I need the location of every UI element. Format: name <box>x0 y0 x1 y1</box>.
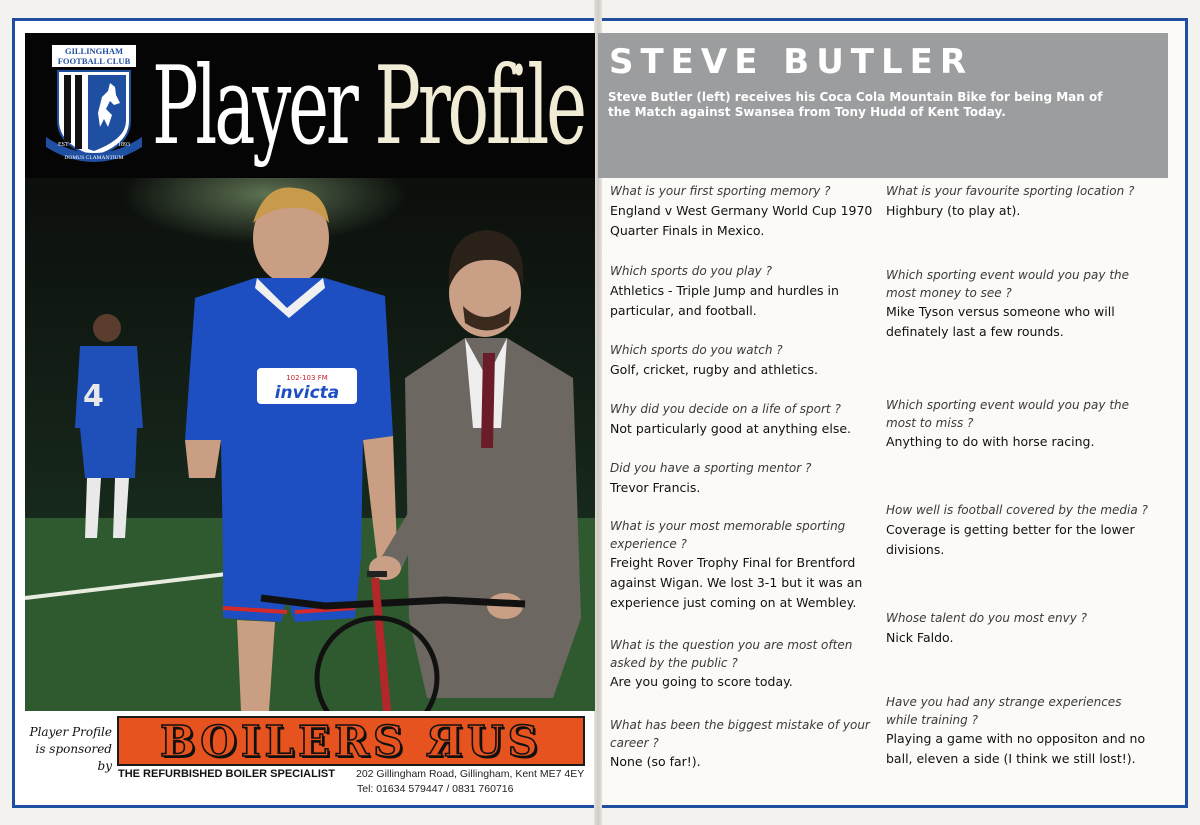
answer: Anything to do with horse racing. <box>886 434 1095 449</box>
answer: Not particularly good at anything else. <box>610 420 852 436</box>
question: How well is football covered by the media ? <box>886 503 1148 517</box>
title-profile: Profile <box>374 44 584 169</box>
crest-motto: DOMUS CLAMANTIUM <box>64 155 124 161</box>
sponsor-phone: Tel: 01634 579447 / 0831 760716 <box>357 783 514 795</box>
question: Whose talent do you most envy ? <box>886 611 1087 625</box>
qa-item <box>886 694 1156 769</box>
background-player-number: 4 <box>83 379 104 414</box>
crest-name-line1: GILLINGHAM <box>64 46 124 56</box>
qa-item <box>610 342 880 380</box>
shirt-sponsor: invicta <box>274 383 340 403</box>
sponsor-label: Player Profile is sponsored by <box>29 725 112 773</box>
page-title <box>152 32 584 182</box>
sponsor-tagline: THE REFURBISHED BOILER SPECIALIST <box>118 768 335 780</box>
question: What is your first sporting memory ? <box>610 184 831 198</box>
presentation-photo <box>25 178 595 711</box>
answer: England v West Germany World Cup 1970 Quarter Finals in Mexico. <box>610 202 873 238</box>
qa-item <box>610 401 880 439</box>
answer: Highbury (to play at). <box>886 202 1021 218</box>
answer: Coverage is getting better for the lower divisions. <box>886 521 1135 557</box>
question: Which sports do you play ? <box>610 264 772 278</box>
question: Which sporting event would you pay the most to miss ? <box>886 398 1130 430</box>
qa-item <box>610 717 880 772</box>
title-player: Player <box>152 44 356 169</box>
qa-item <box>886 502 1156 560</box>
question: What has been the biggest mistake of your career ? <box>610 718 870 750</box>
sponsor-address: 202 Gillingham Road, Gillingham, Kent ME7 4EY <box>356 768 585 780</box>
qa-item <box>886 183 1156 221</box>
photo-caption: Steve Butler (left) receives his Coca Cola Mountain Bike for being Man of the Match against Swansea from Tony Hudd of Kent Today. <box>608 90 1103 119</box>
question: Did you have a sporting mentor ? <box>610 461 812 475</box>
question: What is your most memorable sporting experience ? <box>610 519 846 551</box>
answer: Playing a game with no oppositon and no ball, eleven a side (I think we still lost!). <box>886 731 1146 766</box>
question: Have you had any strange experiences while training ? <box>886 695 1122 727</box>
crest-year: 1893 <box>118 142 130 148</box>
qa-item <box>610 518 880 613</box>
answer: Nick Faldo. <box>886 629 954 645</box>
club-crest-icon <box>44 43 144 165</box>
qa-item <box>610 183 880 241</box>
answer: Freight Rover Trophy Final for Brentford against Wigan. We lost 3-1 but it was an experience just coming on at Wembley. <box>610 555 863 610</box>
qa-item <box>610 263 880 321</box>
qa-item <box>886 397 1156 452</box>
question: What is the question you are most often asked by the public ? <box>610 638 853 670</box>
qa-item <box>886 610 1156 648</box>
qa-item <box>886 267 1156 342</box>
answer: Are you going to score today. <box>610 674 793 689</box>
shirt-sponsor-top: 102-103 FM <box>286 374 328 382</box>
crest-name-line2: FOOTBALL CLUB <box>57 56 131 66</box>
crest-est: EST <box>58 142 69 148</box>
question: Why did you decide on a life of sport ? <box>610 402 841 416</box>
answer: Athletics - Triple Jump and hurdles in particular, and football. <box>610 282 839 318</box>
qa-item <box>610 637 880 692</box>
sponsor-logo-text: BOILERS ЯUS <box>160 716 542 766</box>
answer: None (so far!). <box>610 754 701 769</box>
answer: Golf, cricket, rugby and athletics. <box>610 361 819 377</box>
question: Which sporting event would you pay the most money to see ? <box>886 268 1130 300</box>
qa-item <box>610 460 880 498</box>
question: Which sports do you watch ? <box>610 343 783 357</box>
player-name: STEVE BUTLER <box>609 42 974 82</box>
answer: Mike Tyson versus someone who will definately last a few rounds. <box>886 304 1115 339</box>
sponsor-logo <box>117 716 585 766</box>
answer: Trevor Francis. <box>610 479 701 495</box>
question: What is your favourite sporting location ? <box>886 184 1135 198</box>
